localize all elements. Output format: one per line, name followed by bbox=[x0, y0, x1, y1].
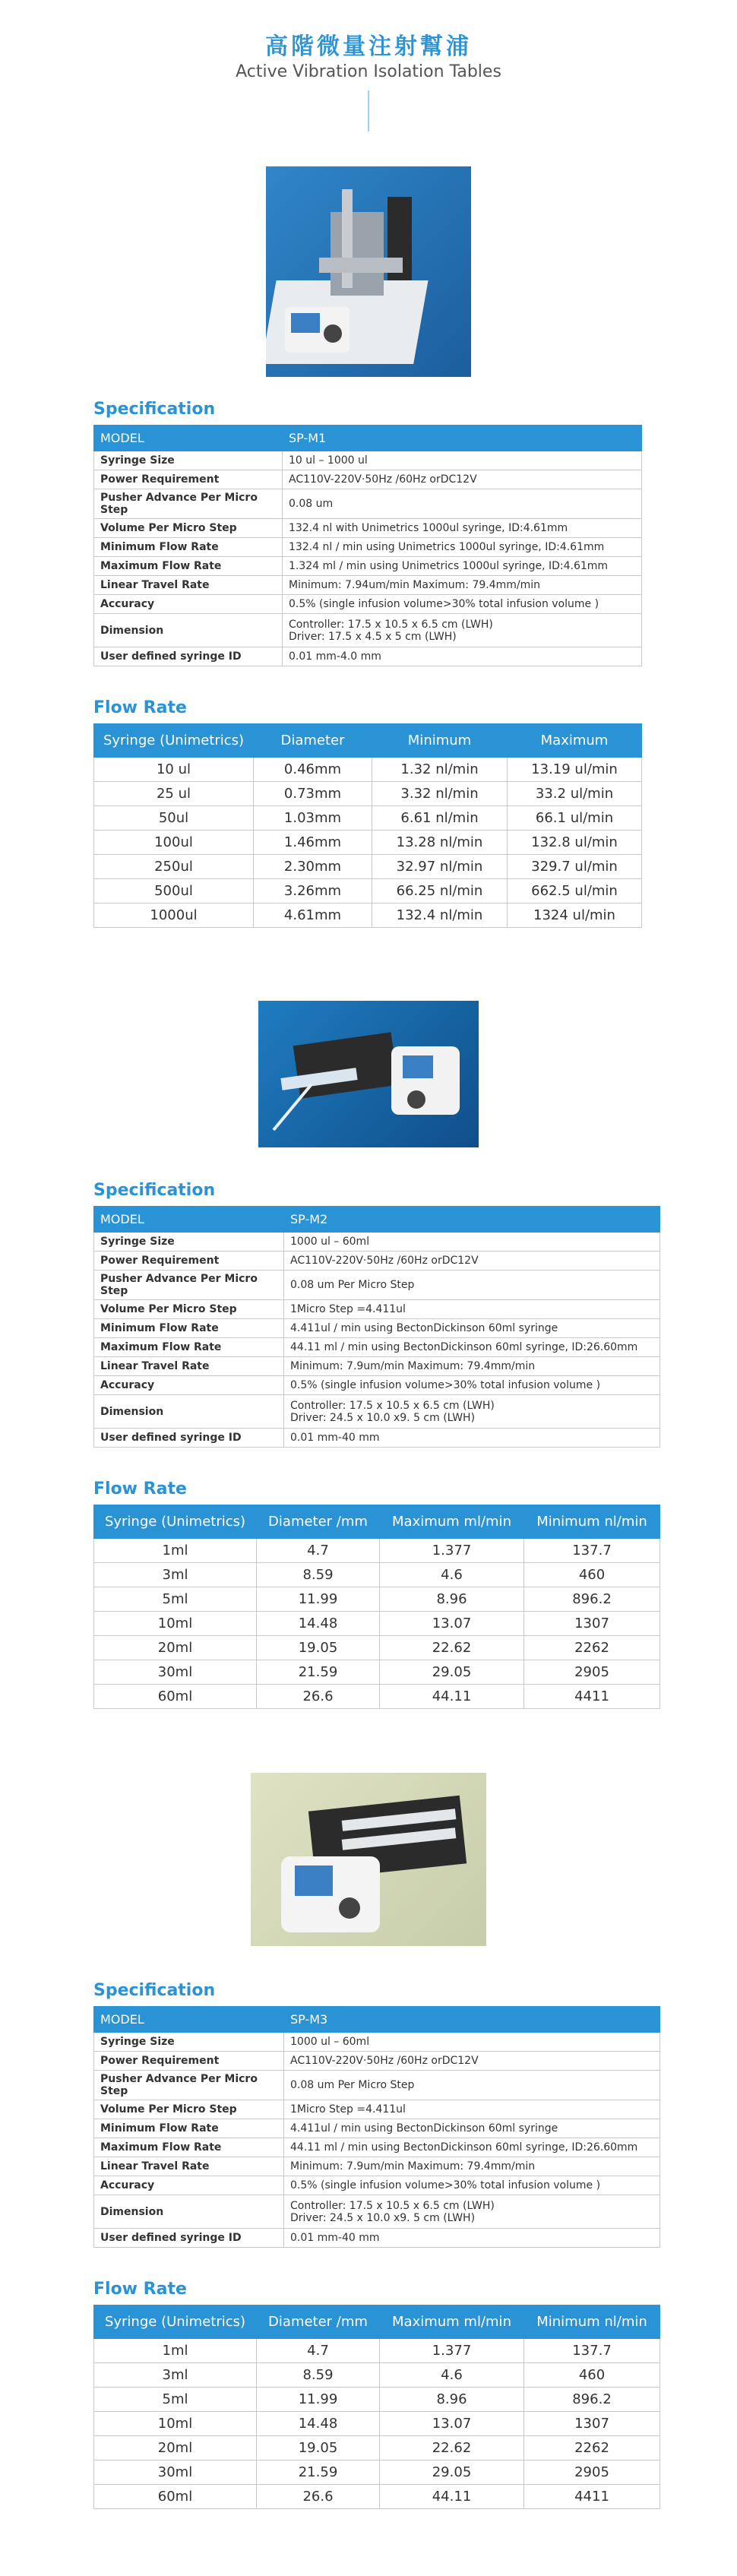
spec-row bbox=[94, 1271, 660, 1300]
flow-row bbox=[94, 1685, 660, 1709]
spec-value: 44.11 ml / min using BectonDickinson 60ml syringe, ID:26.60mm bbox=[284, 2138, 660, 2157]
flow-cell: 30ml bbox=[94, 1660, 257, 1685]
flow-header: Maximum ml/min bbox=[380, 2305, 524, 2339]
flow-cell: 896.2 bbox=[524, 2388, 660, 2412]
flow-header: Syringe (Unimetrics) bbox=[94, 2305, 257, 2339]
spec-table-3 bbox=[93, 2006, 660, 2248]
spec-label: Pusher Advance Per Micro Step bbox=[94, 1271, 284, 1300]
spec-label: Volume Per Micro Step bbox=[94, 2100, 284, 2119]
flow-cell: 8.96 bbox=[380, 2388, 524, 2412]
flow-cell: 2262 bbox=[524, 1636, 660, 1660]
spec-value: 10 ul – 1000 ul bbox=[283, 451, 642, 470]
flow-row bbox=[94, 758, 642, 782]
flow-cell: 21.59 bbox=[257, 2460, 380, 2485]
flow-cell: 1324 ul/min bbox=[508, 903, 642, 928]
spec-label: Minimum Flow Rate bbox=[94, 1319, 284, 1338]
flow-cell: 100ul bbox=[94, 831, 254, 855]
flow-row bbox=[94, 2485, 660, 2509]
flow-cell: 2905 bbox=[524, 2460, 660, 2485]
flow-heading-1: Flow Rate bbox=[93, 698, 187, 717]
spec-row bbox=[94, 538, 642, 557]
spec-value: 1Micro Step =4.411ul bbox=[284, 1300, 660, 1319]
spec-value: 44.11 ml / min using BectonDickinson 60ml syringe, ID:26.60mm bbox=[284, 1338, 660, 1357]
flow-header: Maximum bbox=[508, 724, 642, 758]
spec-value bbox=[284, 1395, 660, 1429]
flow-cell: 19.05 bbox=[257, 2436, 380, 2460]
flow-cell: 25 ul bbox=[94, 782, 254, 806]
spec-value: 1.324 ml / min using Unimetrics 1000ul syringe, ID:4.61mm bbox=[283, 557, 642, 576]
spec-head-value: SP-M2 bbox=[284, 1207, 660, 1233]
flow-cell: 1.377 bbox=[380, 2339, 524, 2363]
spec-value: 0.01 mm-4.0 mm bbox=[283, 647, 642, 666]
spec-label: Volume Per Micro Step bbox=[94, 519, 283, 538]
product-photo-sp-m1 bbox=[266, 166, 471, 377]
spec-row bbox=[94, 2052, 660, 2071]
flow-row bbox=[94, 855, 642, 879]
flow-cell: 4411 bbox=[524, 1685, 660, 1709]
flow-cell: 19.05 bbox=[257, 1636, 380, 1660]
flow-cell: 20ml bbox=[94, 1636, 257, 1660]
spec-label: Maximum Flow Rate bbox=[94, 1338, 284, 1357]
flow-cell: 1.32 nl/min bbox=[372, 758, 508, 782]
spec-label: Power Requirement bbox=[94, 2052, 284, 2071]
spec-label: Dimension bbox=[94, 614, 283, 647]
flow-cell: 30ml bbox=[94, 2460, 257, 2485]
spec-value-line: Driver: 17.5 x 4.5 x 5 cm (LWH) bbox=[289, 630, 457, 643]
flow-cell: 1307 bbox=[524, 1612, 660, 1636]
flow-cell: 60ml bbox=[94, 1685, 257, 1709]
spec-label: Accuracy bbox=[94, 2176, 284, 2195]
flow-cell: 14.48 bbox=[257, 2412, 380, 2436]
flow-cell: 13.28 nl/min bbox=[372, 831, 508, 855]
flow-cell: 44.11 bbox=[380, 1685, 524, 1709]
spec-row bbox=[94, 647, 642, 666]
flow-cell: 460 bbox=[524, 1563, 660, 1587]
spec-head-label: MODEL bbox=[94, 2007, 284, 2033]
flow-header: Minimum bbox=[372, 724, 508, 758]
spec-label: Dimension bbox=[94, 1395, 284, 1429]
spec-label: Power Requirement bbox=[94, 1252, 284, 1271]
flow-row bbox=[94, 2460, 660, 2485]
spec-row bbox=[94, 1233, 660, 1252]
spec-table-2 bbox=[93, 1206, 660, 1448]
spec-row bbox=[94, 2119, 660, 2138]
flow-cell: 32.97 nl/min bbox=[372, 855, 508, 879]
spec-head-value: SP-M3 bbox=[284, 2007, 660, 2033]
flow-header: Minimum nl/min bbox=[524, 2305, 660, 2339]
flow-cell: 33.2 ul/min bbox=[508, 782, 642, 806]
spec-row bbox=[94, 614, 642, 647]
flow-cell: 26.6 bbox=[257, 1685, 380, 1709]
flow-cell: 0.73mm bbox=[254, 782, 372, 806]
flow-cell: 2262 bbox=[524, 2436, 660, 2460]
page-title-en: Active Vibration Isolation Tables bbox=[236, 62, 501, 81]
flow-cell: 11.99 bbox=[257, 1587, 380, 1612]
flow-cell: 4.61mm bbox=[254, 903, 372, 928]
flow-cell: 137.7 bbox=[524, 2339, 660, 2363]
flow-cell: 50ul bbox=[94, 806, 254, 831]
spec-value: 0.08 um Per Micro Step bbox=[284, 1271, 660, 1300]
spec-heading-2: Specification bbox=[93, 1181, 216, 1200]
flow-cell: 2905 bbox=[524, 1660, 660, 1685]
spec-value: 1000 ul – 60ml bbox=[284, 1233, 660, 1252]
spec-head-label: MODEL bbox=[94, 426, 283, 451]
spec-row bbox=[94, 1357, 660, 1376]
spec-value: Minimum: 7.9um/min Maximum: 79.4mm/min bbox=[284, 2157, 660, 2176]
flow-table-1 bbox=[93, 723, 642, 928]
spec-head-label: MODEL bbox=[94, 1207, 284, 1233]
spec-heading-1: Specification bbox=[93, 400, 216, 419]
flow-cell: 662.5 ul/min bbox=[508, 879, 642, 903]
flow-row bbox=[94, 903, 642, 928]
flow-cell: 132.4 nl/min bbox=[372, 903, 508, 928]
flow-row bbox=[94, 2363, 660, 2388]
flow-cell: 1ml bbox=[94, 1539, 257, 1563]
spec-value: 4.411ul / min using BectonDickinson 60ml syringe bbox=[284, 1319, 660, 1338]
flow-cell: 21.59 bbox=[257, 1660, 380, 1685]
page-title-cn: 高階微量注射幫浦 bbox=[265, 33, 472, 60]
flow-row bbox=[94, 806, 642, 831]
flow-cell: 137.7 bbox=[524, 1539, 660, 1563]
flow-heading-3: Flow Rate bbox=[93, 2280, 187, 2299]
spec-value: 4.411ul / min using BectonDickinson 60ml syringe bbox=[284, 2119, 660, 2138]
spec-label: User defined syringe ID bbox=[94, 2229, 284, 2248]
flow-cell: 5ml bbox=[94, 2388, 257, 2412]
spec-label: Dimension bbox=[94, 2195, 284, 2229]
spec-label: Syringe Size bbox=[94, 451, 283, 470]
flow-cell: 22.62 bbox=[380, 2436, 524, 2460]
flow-cell: 0.46mm bbox=[254, 758, 372, 782]
flow-row bbox=[94, 2436, 660, 2460]
flow-cell: 250ul bbox=[94, 855, 254, 879]
flow-cell: 896.2 bbox=[524, 1587, 660, 1612]
spec-value-line: Controller: 17.5 x 10.5 x 6.5 cm (LWH) bbox=[289, 618, 493, 631]
spec-label: Maximum Flow Rate bbox=[94, 557, 283, 576]
spec-label: Minimum Flow Rate bbox=[94, 2119, 284, 2138]
spec-label: Pusher Advance Per Micro Step bbox=[94, 489, 283, 519]
spec-value: 0.01 mm-40 mm bbox=[284, 1429, 660, 1448]
spec-row bbox=[94, 2100, 660, 2119]
spec-value: AC110V-220V·50Hz /60Hz orDC12V bbox=[284, 1252, 660, 1271]
spec-value: 0.08 um bbox=[283, 489, 642, 519]
flow-cell: 13.07 bbox=[380, 1612, 524, 1636]
flow-cell: 10ml bbox=[94, 1612, 257, 1636]
spec-row bbox=[94, 1252, 660, 1271]
flow-row bbox=[94, 782, 642, 806]
spec-value-line: Controller: 17.5 x 10.5 x 6.5 cm (LWH) bbox=[290, 2199, 495, 2212]
spec-value bbox=[283, 614, 642, 647]
flow-cell: 3ml bbox=[94, 1563, 257, 1587]
spec-label: Linear Travel Rate bbox=[94, 576, 283, 595]
flow-row bbox=[94, 1539, 660, 1563]
spec-row bbox=[94, 470, 642, 489]
spec-row bbox=[94, 2138, 660, 2157]
spec-table-1 bbox=[93, 425, 642, 666]
flow-header: Diameter /mm bbox=[257, 1505, 380, 1539]
flow-cell: 8.59 bbox=[257, 1563, 380, 1587]
spec-label: Accuracy bbox=[94, 595, 283, 614]
flow-cell: 29.05 bbox=[380, 1660, 524, 1685]
spec-value: 1Micro Step =4.411ul bbox=[284, 2100, 660, 2119]
spec-row bbox=[94, 2071, 660, 2100]
spec-row bbox=[94, 1319, 660, 1338]
flow-cell: 3.32 nl/min bbox=[372, 782, 508, 806]
flow-cell: 11.99 bbox=[257, 2388, 380, 2412]
spec-value: 0.01 mm-40 mm bbox=[284, 2229, 660, 2248]
flow-cell: 66.25 nl/min bbox=[372, 879, 508, 903]
spec-value: Minimum: 7.9um/min Maximum: 79.4mm/min bbox=[284, 1357, 660, 1376]
flow-cell: 60ml bbox=[94, 2485, 257, 2509]
flow-cell: 460 bbox=[524, 2363, 660, 2388]
flow-cell: 4.6 bbox=[380, 1563, 524, 1587]
flow-cell: 26.6 bbox=[257, 2485, 380, 2509]
flow-row bbox=[94, 1587, 660, 1612]
flow-row bbox=[94, 831, 642, 855]
flow-cell: 13.19 ul/min bbox=[508, 758, 642, 782]
flow-cell: 1.46mm bbox=[254, 831, 372, 855]
flow-cell: 14.48 bbox=[257, 1612, 380, 1636]
flow-head-row bbox=[94, 2305, 660, 2339]
product-photo-sp-m2 bbox=[258, 1001, 479, 1147]
spec-value-line: Driver: 24.5 x 10.0 x9. 5 cm (LWH) bbox=[290, 1411, 476, 1424]
spec-row bbox=[94, 1429, 660, 1448]
spec-value: 132.4 nl with Unimetrics 1000ul syringe, ID:4.61mm bbox=[283, 519, 642, 538]
spec-value: AC110V-220V·50Hz /60Hz orDC12V bbox=[284, 2052, 660, 2071]
spec-label: Syringe Size bbox=[94, 1233, 284, 1252]
flow-row bbox=[94, 879, 642, 903]
spec-row bbox=[94, 2176, 660, 2195]
spec-label: Linear Travel Rate bbox=[94, 1357, 284, 1376]
flow-cell: 4.7 bbox=[257, 1539, 380, 1563]
spec-value: Minimum: 7.94um/min Maximum: 79.4mm/min bbox=[283, 576, 642, 595]
flow-cell: 8.59 bbox=[257, 2363, 380, 2388]
flow-header: Minimum nl/min bbox=[524, 1505, 660, 1539]
flow-row bbox=[94, 1636, 660, 1660]
spec-label: User defined syringe ID bbox=[94, 647, 283, 666]
flow-cell: 1000ul bbox=[94, 903, 254, 928]
spec-label: User defined syringe ID bbox=[94, 1429, 284, 1448]
flow-cell: 1ml bbox=[94, 2339, 257, 2363]
flow-table-3 bbox=[93, 2305, 660, 2509]
spec-label: Linear Travel Rate bbox=[94, 2157, 284, 2176]
spec-label: Syringe Size bbox=[94, 2033, 284, 2052]
flow-cell: 3.26mm bbox=[254, 879, 372, 903]
spec-label: Minimum Flow Rate bbox=[94, 538, 283, 557]
flow-head-row bbox=[94, 724, 642, 758]
flow-cell: 44.11 bbox=[380, 2485, 524, 2509]
flow-heading-2: Flow Rate bbox=[93, 1479, 187, 1498]
spec-value bbox=[284, 2195, 660, 2229]
spec-row bbox=[94, 451, 642, 470]
flow-cell: 22.62 bbox=[380, 1636, 524, 1660]
spec-label: Power Requirement bbox=[94, 470, 283, 489]
spec-row bbox=[94, 519, 642, 538]
spec-label: Accuracy bbox=[94, 1376, 284, 1395]
spec-label: Volume Per Micro Step bbox=[94, 1300, 284, 1319]
flow-row bbox=[94, 2339, 660, 2363]
flow-header: Syringe (Unimetrics) bbox=[94, 724, 254, 758]
flow-cell: 3ml bbox=[94, 2363, 257, 2388]
spec-value-line: Driver: 24.5 x 10.0 x9. 5 cm (LWH) bbox=[290, 2211, 476, 2224]
spec-value: 0.5% (single infusion volume>30% total infusion volume ) bbox=[284, 1376, 660, 1395]
flow-cell: 4411 bbox=[524, 2485, 660, 2509]
flow-cell: 132.8 ul/min bbox=[508, 831, 642, 855]
flow-cell: 6.61 nl/min bbox=[372, 806, 508, 831]
spec-row bbox=[94, 2033, 660, 2052]
flow-cell: 20ml bbox=[94, 2436, 257, 2460]
flow-cell: 5ml bbox=[94, 1587, 257, 1612]
spec-row bbox=[94, 2157, 660, 2176]
spec-head-row bbox=[94, 2007, 660, 2033]
spec-value: 132.4 nl / min using Unimetrics 1000ul syringe, ID:4.61mm bbox=[283, 538, 642, 557]
flow-row bbox=[94, 1563, 660, 1587]
flow-head-row bbox=[94, 1505, 660, 1539]
spec-row bbox=[94, 2229, 660, 2248]
spec-row bbox=[94, 489, 642, 519]
spec-heading-3: Specification bbox=[93, 1981, 216, 2000]
flow-row bbox=[94, 1660, 660, 1685]
spec-label: Pusher Advance Per Micro Step bbox=[94, 2071, 284, 2100]
flow-cell: 1.377 bbox=[380, 1539, 524, 1563]
flow-cell: 1.03mm bbox=[254, 806, 372, 831]
flow-row bbox=[94, 1612, 660, 1636]
spec-value: 0.5% (single infusion volume>30% total infusion volume ) bbox=[284, 2176, 660, 2195]
spec-row bbox=[94, 557, 642, 576]
header-divider-line bbox=[368, 90, 369, 131]
flow-cell: 4.7 bbox=[257, 2339, 380, 2363]
spec-value: AC110V-220V·50Hz /60Hz orDC12V bbox=[283, 470, 642, 489]
spec-value-line: Controller: 17.5 x 10.5 x 6.5 cm (LWH) bbox=[290, 1399, 495, 1412]
spec-row bbox=[94, 576, 642, 595]
flow-cell: 66.1 ul/min bbox=[508, 806, 642, 831]
flow-cell: 2.30mm bbox=[254, 855, 372, 879]
page-header bbox=[0, 0, 737, 131]
flow-cell: 500ul bbox=[94, 879, 254, 903]
flow-cell: 10ml bbox=[94, 2412, 257, 2436]
spec-row bbox=[94, 1338, 660, 1357]
spec-head-value: SP-M1 bbox=[283, 426, 642, 451]
flow-cell: 4.6 bbox=[380, 2363, 524, 2388]
flow-cell: 329.7 ul/min bbox=[508, 855, 642, 879]
flow-cell: 13.07 bbox=[380, 2412, 524, 2436]
flow-row bbox=[94, 2388, 660, 2412]
spec-label: Maximum Flow Rate bbox=[94, 2138, 284, 2157]
spec-value: 0.5% (single infusion volume>30% total infusion volume ) bbox=[283, 595, 642, 614]
spec-row bbox=[94, 595, 642, 614]
spec-row bbox=[94, 1395, 660, 1429]
flow-header: Diameter bbox=[254, 724, 372, 758]
flow-cell: 1307 bbox=[524, 2412, 660, 2436]
product-photo-sp-m3 bbox=[251, 1773, 486, 1946]
flow-table-2 bbox=[93, 1505, 660, 1709]
flow-cell: 8.96 bbox=[380, 1587, 524, 1612]
flow-cell: 29.05 bbox=[380, 2460, 524, 2485]
flow-row bbox=[94, 2412, 660, 2436]
spec-head-row bbox=[94, 426, 642, 451]
flow-cell: 10 ul bbox=[94, 758, 254, 782]
spec-head-row bbox=[94, 1207, 660, 1233]
spec-value: 0.08 um Per Micro Step bbox=[284, 2071, 660, 2100]
spec-value: 1000 ul – 60ml bbox=[284, 2033, 660, 2052]
spec-row bbox=[94, 1300, 660, 1319]
flow-header: Maximum ml/min bbox=[380, 1505, 524, 1539]
flow-header: Diameter /mm bbox=[257, 2305, 380, 2339]
flow-header: Syringe (Unimetrics) bbox=[94, 1505, 257, 1539]
spec-row bbox=[94, 1376, 660, 1395]
spec-row bbox=[94, 2195, 660, 2229]
